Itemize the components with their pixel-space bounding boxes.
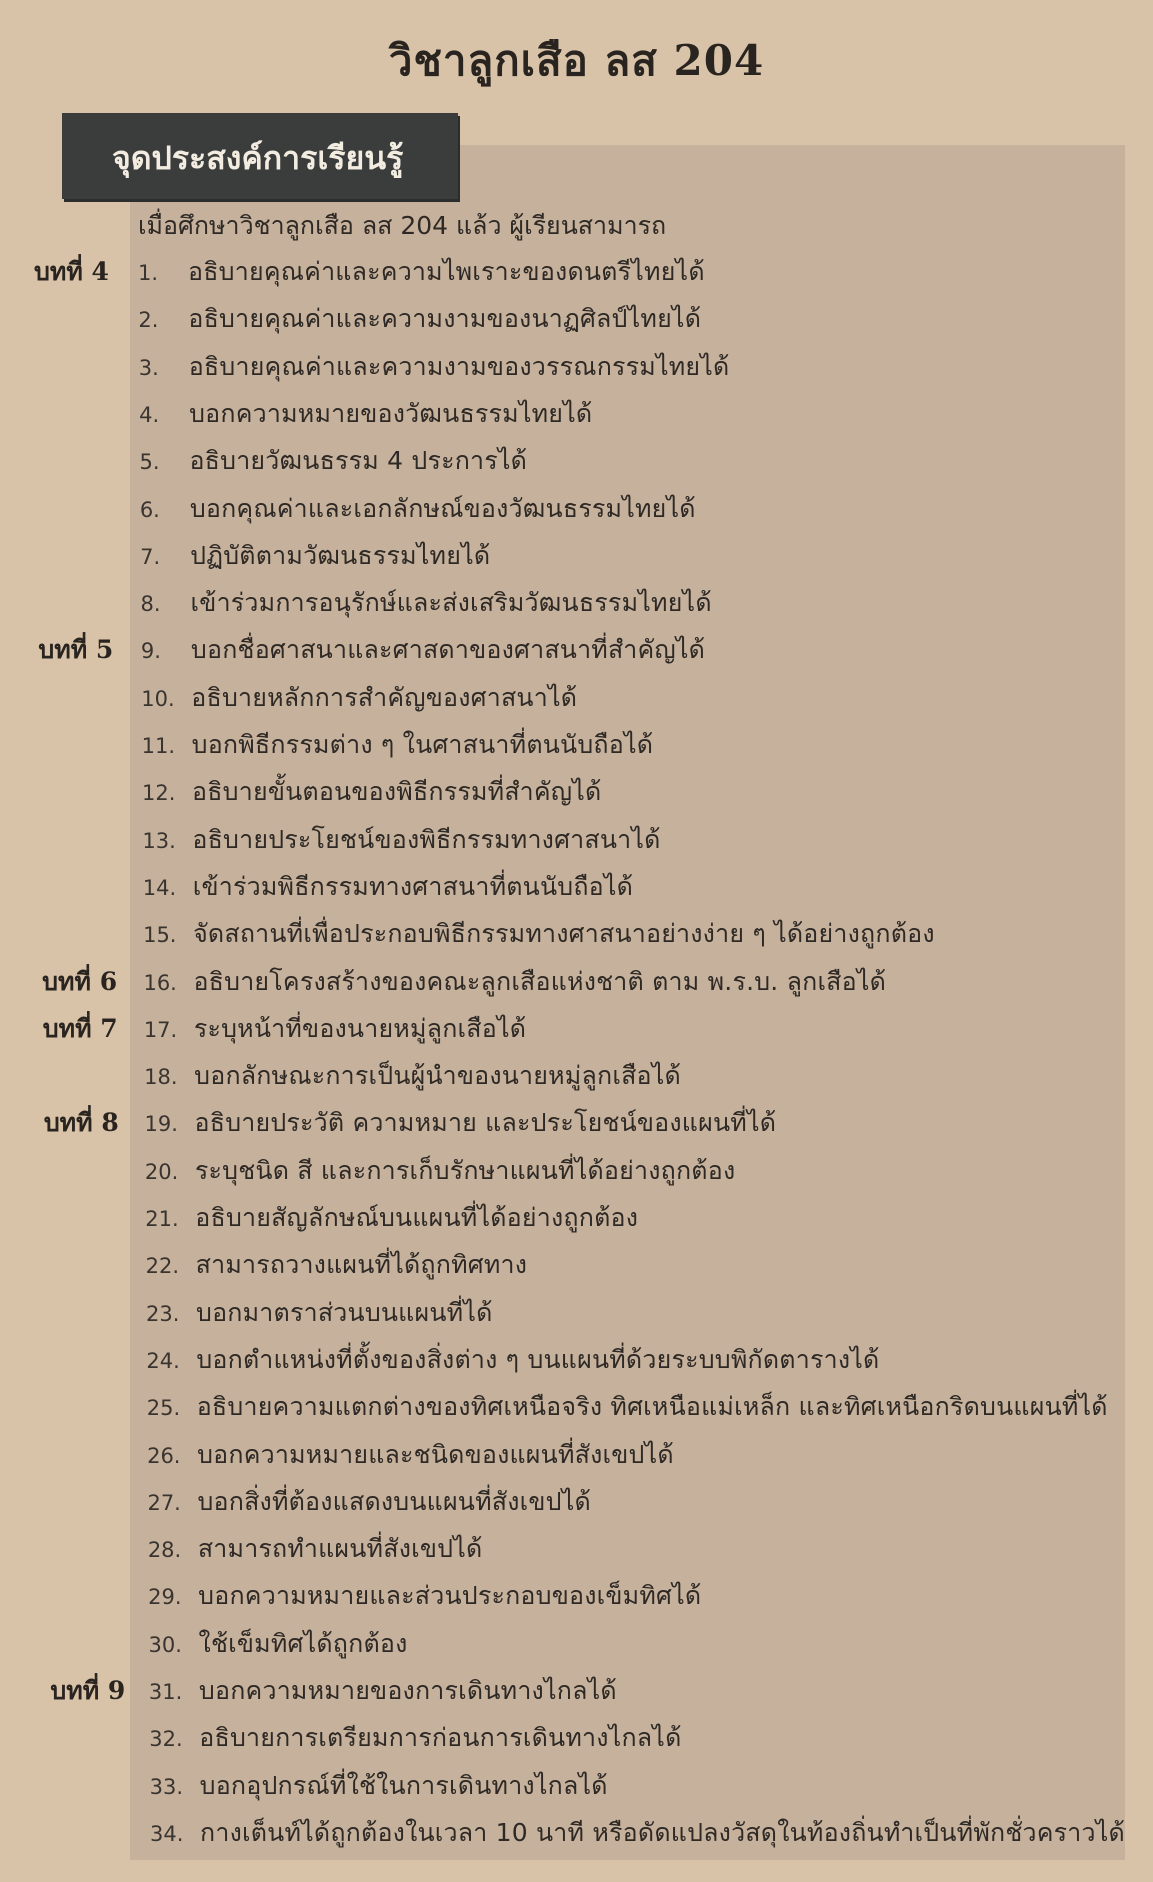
item-number: 13. [142, 828, 176, 853]
list-item [141, 583, 712, 623]
list-item [147, 1435, 674, 1475]
chapter-label: บทที่ 7 [42, 1013, 118, 1043]
item-number: 4. [139, 402, 160, 427]
list-item [142, 820, 660, 860]
list-item [140, 489, 696, 529]
item-text: อธิบายสัญลักษณ์บนแผนที่ได้อย่างถูกต้อง [195, 1203, 639, 1232]
item-text: อธิบายความแตกต่างของทิศเหนือจริง ทิศเหนือแม่เหล็ก และทิศเหนือกริดบนแผนที่ได้ [196, 1392, 1108, 1422]
item-text: เข้าร่วมพิธีกรรมทางศาสนาที่ตนนับถือได้ [192, 871, 634, 901]
list-item [146, 1245, 528, 1285]
item-number: 20. [144, 1159, 179, 1184]
item-number: 6. [139, 497, 160, 522]
item-number: 10. [141, 686, 175, 711]
list-item [146, 1340, 879, 1380]
item-number: 15. [143, 923, 177, 948]
intro-text: เมื่อศึกษาวิชาลูกเสือ ลส 204 แล้ว ผู้เรียนสามารถ [138, 211, 667, 240]
item-text: บอกความหมายและชนิดของแผนที่สังเขปได้ [197, 1439, 674, 1469]
item-number: 34. [150, 1821, 184, 1846]
item-number: 22. [145, 1254, 180, 1279]
chapter-label: บทที่ 8 [43, 1108, 119, 1138]
chapter-label: บทที่ 9 [50, 1676, 126, 1705]
list-item [146, 1293, 493, 1333]
list-item [138, 299, 701, 339]
list-item [144, 1009, 526, 1049]
list-item [144, 1056, 681, 1096]
item-number: 5. [139, 450, 160, 475]
list-item [138, 252, 705, 292]
item-text: ระบุหน้าที่ของนายหมู่ลูกเสือได้ [193, 1013, 527, 1043]
list-item [147, 1482, 591, 1522]
item-text: อธิบายคุณค่าและความไพเราะของดนตรีไทยได้ [188, 257, 705, 286]
item-text: อธิบายประโยชน์ของพิธีกรรมทางศาสนาได้ [192, 824, 661, 854]
item-number: 23. [146, 1301, 180, 1326]
list-item [147, 1387, 1108, 1427]
item-text: อธิบายหลักการสำคัญของศาสนาได้ [191, 682, 578, 712]
item-number: 12. [142, 781, 176, 806]
item-text: อธิบายคุณค่าและความงามของวรรณกรรมไทยได้ [188, 351, 730, 381]
list-item [150, 1766, 608, 1806]
page-title: วิชาลูกเสือ ลส 204 [388, 36, 765, 85]
item-number: 18. [144, 1065, 178, 1090]
item-number: 26. [147, 1443, 181, 1468]
list-item [143, 914, 935, 954]
item-text: บอกคุณค่าและเอกลักษณ์ของวัฒนธรรมไทยได้ [189, 493, 696, 523]
list-item [145, 1151, 735, 1191]
item-text: ระบุชนิด สี และการเก็บรักษาแผนที่ได้อย่างถูกต้อง [194, 1155, 736, 1185]
item-number: 24. [146, 1348, 180, 1373]
list-item [143, 962, 886, 1002]
item-number: 8. [140, 592, 161, 617]
item-text: บอกความหมายของวัฒนธรรมไทยได้ [189, 398, 593, 428]
item-number: 1. [138, 261, 159, 285]
list-item [145, 1198, 638, 1238]
item-text: อธิบายขั้นตอนของพิธีกรรมที่สำคัญได้ [192, 777, 602, 807]
list-item [148, 1576, 701, 1616]
chapter-label: บทที่ 5 [38, 635, 114, 665]
item-number: 29. [148, 1585, 182, 1610]
list-item [149, 1624, 408, 1664]
list-item [140, 536, 490, 576]
item-text: จัดสถานที่เพื่อประกอบพิธีกรรมทางศาสนาอย่างง่าย ๆ ได้อย่างถูกต้อง [193, 919, 935, 949]
item-text: บอกมาตราส่วนบนแผนที่ได้ [196, 1297, 493, 1327]
item-number: 19. [144, 1112, 178, 1137]
item-text: บอกลักษณะการเป็นผู้นำของนายหมู่ลูกเสือได้ [194, 1061, 681, 1091]
list-item [142, 725, 654, 765]
list-item [142, 772, 601, 812]
item-number: 7. [140, 544, 161, 569]
chapter-label: บทที่ 4 [34, 257, 109, 286]
list-item [143, 867, 633, 907]
item-text: อธิบายโครงสร้างของคณะลูกเสือแห่งชาติ ตาม พ.ร.บ. ลูกเสือได้ [193, 966, 887, 996]
item-text: อธิบายวัฒนธรรม 4 ประการได้ [189, 446, 528, 476]
item-number: 25. [146, 1396, 181, 1421]
item-number: 27. [147, 1490, 181, 1515]
item-number: 17. [143, 1017, 178, 1042]
list-item [139, 441, 527, 481]
item-text: อธิบายการเตรียมการก่อนการเดินทางไกลได้ [199, 1723, 682, 1753]
item-text: อธิบายคุณค่าและความงามของนาฏศิลป์ไทยได้ [188, 304, 702, 334]
list-item [149, 1671, 617, 1711]
item-text: เข้าร่วมการอนุรักษ์และส่งเสริมวัฒนธรรมไทยได้ [190, 588, 712, 618]
list-item [148, 1529, 483, 1569]
list-item [139, 394, 592, 434]
item-number: 31. [148, 1680, 183, 1704]
list-item [139, 347, 730, 387]
item-text: บอกพิธีกรรมต่าง ๆ ในศาสนาที่ตนนับถือได้ [191, 730, 654, 759]
list-item [150, 1813, 1125, 1853]
item-text: บอกอุปกรณ์ที่ใช้ในการเดินทางไกลได้ [199, 1770, 608, 1800]
section-heading-box [62, 113, 458, 199]
item-text: สามารถวางแผนที่ได้ถูกทิศทาง [195, 1250, 528, 1280]
item-text: บอกตำแหน่งที่ตั้งของสิ่งต่าง ๆ บนแผนที่ด้วยระบบพิกัดตารางได้ [196, 1344, 880, 1374]
item-number: 2. [138, 308, 159, 333]
item-number: 14. [142, 875, 177, 900]
item-number: 30. [148, 1632, 182, 1657]
item-text: บอกสิ่งที่ต้องแสดงบนแผนที่สังเขปได้ [197, 1486, 591, 1516]
item-text: บอกความหมายและส่วนประกอบของเข็มทิศได้ [198, 1581, 702, 1611]
section-heading: จุดประสงค์การเรียนรู้ [112, 139, 404, 177]
item-text: ปฏิบัติตามวัฒนธรรมไทยได้ [190, 540, 491, 570]
item-number: 21. [145, 1207, 179, 1231]
item-number: 11. [141, 734, 176, 758]
item-text: กางเต็นท์ได้ถูกต้องในเวลา 10 นาที หรือดัดแปลงวัสดุในท้องถิ่นทำเป็นที่พักชั่วคราวได้ [200, 1817, 1125, 1847]
item-number: 28. [147, 1538, 182, 1563]
item-text: สามารถทำแผนที่สังเขปได้ [197, 1534, 483, 1564]
item-number: 16. [143, 970, 177, 995]
chapter-label: บทที่ 6 [42, 966, 118, 996]
list-item [145, 1103, 777, 1143]
item-text: อธิบายประวัติ ความหมาย และประโยชน์ของแผนที่ได้ [194, 1108, 777, 1138]
item-number: 33. [149, 1774, 184, 1799]
item-text: บอกชื่อศาสนาและศาสดาของศาสนาที่สำคัญได้ [190, 635, 706, 665]
list-item [141, 630, 705, 670]
item-text: บอกความหมายของการเดินทางไกลได้ [198, 1676, 617, 1705]
item-number: 9. [140, 639, 161, 664]
list-item [149, 1718, 681, 1758]
list-item [141, 678, 577, 718]
item-number: 32. [149, 1727, 183, 1752]
item-number: 3. [138, 355, 159, 380]
item-text: ใช้เข็มทิศได้ถูกต้อง [198, 1628, 408, 1658]
